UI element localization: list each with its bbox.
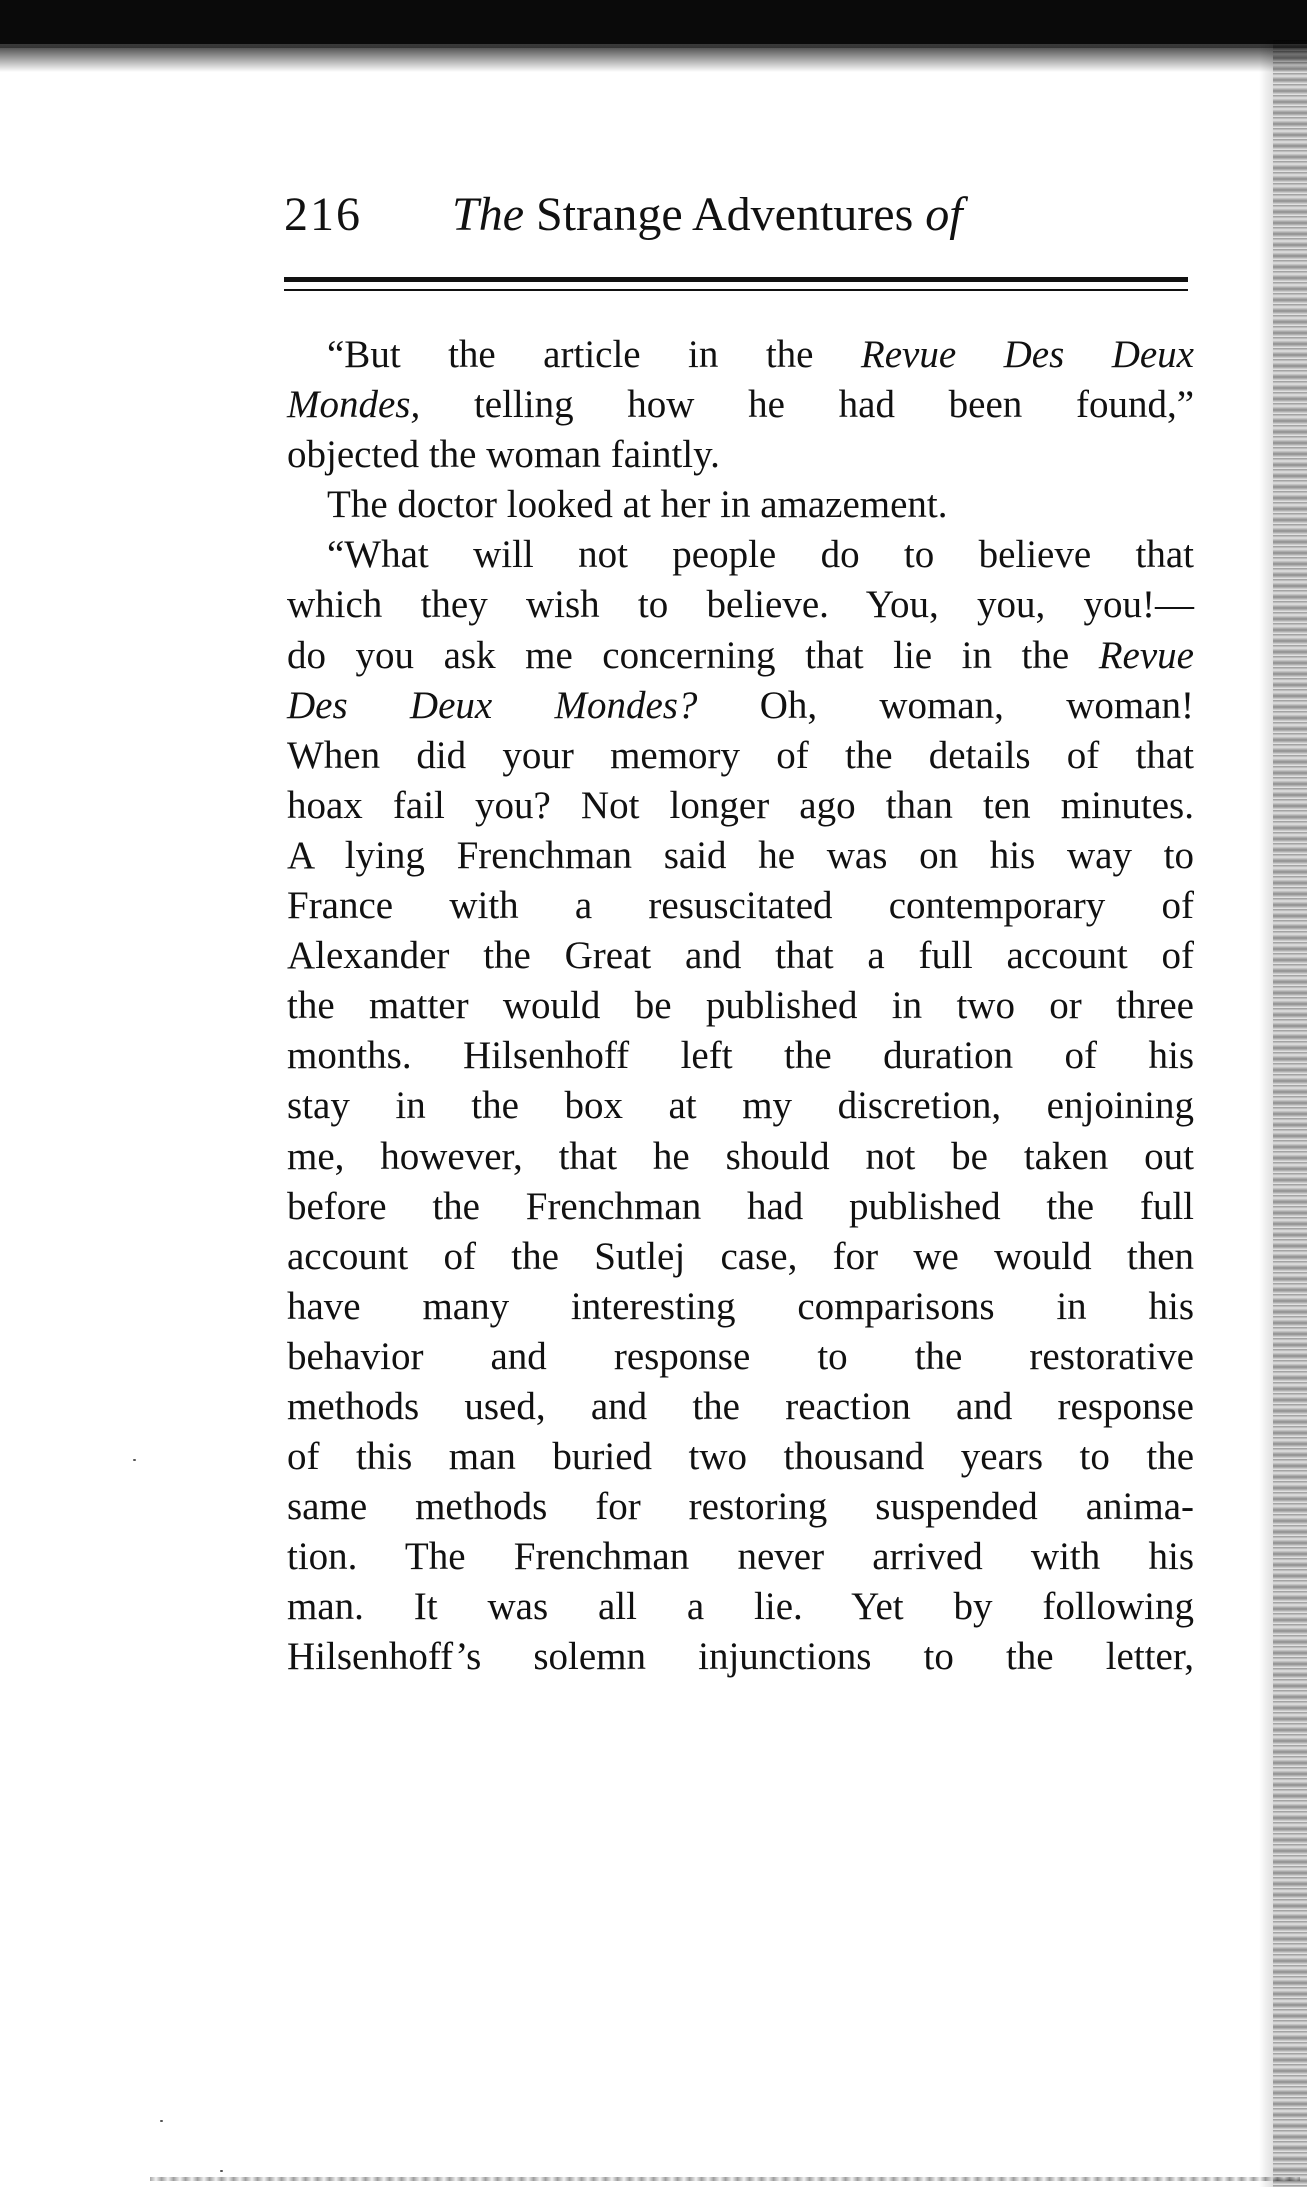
page-number: 216 — [284, 188, 362, 241]
text-line: man. It was all a lie. Yet by following — [287, 1585, 1194, 1629]
text-line: objected the woman faintly. — [287, 433, 720, 477]
running-title-of: of — [925, 188, 963, 241]
text-line: the matter would be published in two or three — [287, 984, 1194, 1028]
paper-speck — [160, 2120, 163, 2122]
text-line: months. Hilsenhoff left the duration of his — [287, 1034, 1194, 1078]
page-bottom-edge — [150, 2177, 1300, 2181]
text-line: hoax fail you? Not longer ago than ten minutes. — [287, 783, 1194, 827]
header-rule-thin — [284, 289, 1188, 291]
line-segment: do you ask me concerning that lie in the — [287, 633, 1070, 677]
italic-title: Des Deux Mondes? — [287, 683, 698, 727]
text-line: When did your memory of the details of that — [287, 733, 1194, 777]
line-segment: telling how he had been found,” — [473, 383, 1195, 427]
header-rule-thick — [284, 277, 1188, 282]
text-line — [287, 631, 1194, 681]
text-line: account of the Sutlej case, for we would then — [287, 1234, 1194, 1278]
text-line: tion. The Frenchman never arrived with his — [287, 1535, 1194, 1579]
text-line — [287, 380, 1194, 430]
text-line: same methods for restoring suspended anima- — [287, 1485, 1194, 1529]
text-line — [287, 330, 1194, 380]
text-line: methods used, and the reaction and response — [287, 1384, 1194, 1428]
text-line: A lying Frenchman said he was on his way to — [287, 833, 1194, 877]
paper-speck — [133, 1459, 136, 1461]
running-title-the: The — [452, 188, 524, 241]
text-line: of this man buried two thousand years to the — [287, 1435, 1194, 1479]
body-text — [287, 330, 1194, 1683]
text-line: before the Frenchman had published the full — [287, 1184, 1194, 1228]
page-top-edge — [0, 44, 1307, 72]
text-line: France with a resuscitated contemporary of — [287, 884, 1194, 928]
page-right-edge — [1273, 40, 1307, 2187]
page-top-shadow — [0, 0, 1307, 48]
italic-title: Revue — [1098, 633, 1194, 677]
text-line: which they wish to believe. You, you, you!— — [287, 583, 1194, 627]
text-line: Hilsenhoff’s solemn injunctions to the letter, — [287, 1635, 1194, 1679]
text-line: stay in the box at my discretion, enjoining — [287, 1084, 1194, 1128]
paper-speck — [220, 2170, 223, 2172]
text-line: The doctor looked at her in amazement. — [327, 483, 948, 527]
italic-title: Mondes, — [287, 383, 421, 427]
line-segment: Oh, woman, woman! — [759, 683, 1194, 727]
text-line: “What will not people do to believe that — [327, 533, 1194, 577]
page-gutter-shade — [1259, 40, 1273, 2187]
text-line: Alexander the Great and that a full account of — [287, 934, 1194, 978]
italic-title: Revue Des Deux — [860, 333, 1194, 376]
text-line: me, however, that he should not be taken out — [287, 1134, 1194, 1178]
running-header — [284, 180, 1194, 250]
line-segment: “But the article in the — [327, 333, 814, 376]
running-title-main: Strange Adventures — [536, 188, 914, 241]
text-line — [287, 681, 1194, 731]
text-line: have many interesting comparisons in his — [287, 1284, 1194, 1328]
running-title — [452, 180, 963, 250]
text-line: behavior and response to the restorative — [287, 1334, 1194, 1378]
